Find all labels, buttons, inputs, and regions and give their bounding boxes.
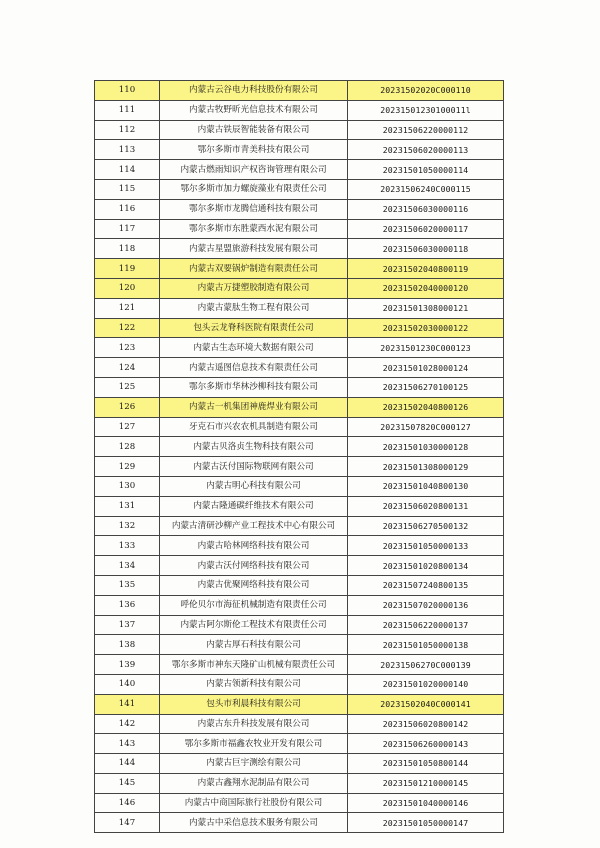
row-number: 120	[95, 278, 160, 298]
row-number: 126	[95, 397, 160, 417]
table-row	[95, 81, 504, 101]
registration-code: 20231506220000112	[348, 120, 504, 140]
table-row	[95, 496, 504, 516]
company-name: 内蒙古东升科技发展有限公司	[160, 714, 348, 734]
table-row	[95, 714, 504, 734]
registration-code: 20231506030000118	[348, 239, 504, 259]
company-name: 内蒙古巨宇测绘有限公司	[160, 754, 348, 774]
company-name: 鄂尔多斯市青美科技有限公司	[160, 140, 348, 160]
company-name: 鄂尔多斯市神东天隆矿山机械有限责任公司	[160, 655, 348, 675]
registration-code: 20231506260000143	[348, 734, 504, 754]
row-number: 140	[95, 674, 160, 694]
registration-code: 20231501050000147	[348, 813, 504, 833]
company-name: 包头云龙脊科医院有限责任公司	[160, 318, 348, 338]
company-name: 内蒙古中商国际旅行社股份有限公司	[160, 793, 348, 813]
row-number: 141	[95, 694, 160, 714]
table-row	[95, 140, 504, 160]
row-number: 138	[95, 635, 160, 655]
table-row	[95, 120, 504, 140]
registration-code: 20231501040800130	[348, 476, 504, 496]
table-row	[95, 536, 504, 556]
company-name: 鄂尔多斯市加力螺旋藻业有限责任公司	[160, 179, 348, 199]
table-row	[95, 635, 504, 655]
row-number: 130	[95, 476, 160, 496]
row-number: 112	[95, 120, 160, 140]
registration-code: 20231502020C000110	[348, 81, 504, 101]
registration-code: 20231501230100011l	[348, 100, 504, 120]
company-name: 内蒙古阿尔斯伦工程技术有限责任公司	[160, 615, 348, 635]
table-row	[95, 298, 504, 318]
row-number: 132	[95, 516, 160, 536]
registration-code: 20231507240800135	[348, 575, 504, 595]
row-number: 119	[95, 259, 160, 279]
registration-code: 20231507820C000127	[348, 417, 504, 437]
table-body	[95, 81, 504, 833]
registration-code: 20231502040800126	[348, 397, 504, 417]
row-number: 116	[95, 199, 160, 219]
row-number: 135	[95, 575, 160, 595]
row-number: 122	[95, 318, 160, 338]
row-number: 123	[95, 338, 160, 358]
row-number: 113	[95, 140, 160, 160]
registration-code: 20231502040C000141	[348, 694, 504, 714]
company-name: 内蒙古一机集团神鹿焊业有限公司	[160, 397, 348, 417]
registration-code: 20231506270C000139	[348, 655, 504, 675]
company-name: 内蒙古中采信息技术服务有限公司	[160, 813, 348, 833]
registration-code: 20231501020800134	[348, 556, 504, 576]
registration-code: 20231506020000117	[348, 219, 504, 239]
table-row	[95, 219, 504, 239]
company-name: 内蒙古优聚网络科技有限公司	[160, 575, 348, 595]
table-row	[95, 655, 504, 675]
row-number: 129	[95, 457, 160, 477]
registration-code: 20231501050000138	[348, 635, 504, 655]
row-number: 127	[95, 417, 160, 437]
registration-code: 20231501210000145	[348, 773, 504, 793]
table-row	[95, 199, 504, 219]
company-name: 内蒙古铁辰智能装备有限公司	[160, 120, 348, 140]
row-number: 139	[95, 655, 160, 675]
registration-code: 20231501050800144	[348, 754, 504, 774]
registration-code: 20231501020000140	[348, 674, 504, 694]
row-number: 143	[95, 734, 160, 754]
table-row	[95, 278, 504, 298]
registration-code: 20231506020000113	[348, 140, 504, 160]
company-name: 内蒙古遥图信息技术有限责任公司	[160, 358, 348, 378]
registration-code: 20231502040000120	[348, 278, 504, 298]
registration-code: 20231506020800142	[348, 714, 504, 734]
company-name: 包头市利晨科技有限公司	[160, 694, 348, 714]
table-row	[95, 259, 504, 279]
row-number: 137	[95, 615, 160, 635]
table-row	[95, 595, 504, 615]
row-number: 125	[95, 377, 160, 397]
row-number: 117	[95, 219, 160, 239]
row-number: 147	[95, 813, 160, 833]
table-row	[95, 575, 504, 595]
table-row	[95, 813, 504, 833]
table-row	[95, 437, 504, 457]
table-row	[95, 100, 504, 120]
row-number: 131	[95, 496, 160, 516]
row-number: 114	[95, 160, 160, 180]
row-number: 144	[95, 754, 160, 774]
registration-code: 20231501308000121	[348, 298, 504, 318]
registration-code: 20231501030000128	[348, 437, 504, 457]
company-name: 内蒙古沃付国际物联网有限公司	[160, 457, 348, 477]
table-row	[95, 160, 504, 180]
document-page	[94, 80, 502, 833]
company-name: 内蒙古双要锅炉制造有限责任公司	[160, 259, 348, 279]
company-name: 内蒙古星盟旅游科技发展有限公司	[160, 239, 348, 259]
row-number: 133	[95, 536, 160, 556]
company-name: 牙克石市兴农农机具制造有限公司	[160, 417, 348, 437]
company-name: 内蒙古云谷电力科技股份有限公司	[160, 81, 348, 101]
table-row	[95, 397, 504, 417]
table-row	[95, 674, 504, 694]
registration-code: 20231506240C000115	[348, 179, 504, 199]
company-name: 内蒙古厚石科技有限公司	[160, 635, 348, 655]
registration-code: 20231506030000116	[348, 199, 504, 219]
company-name: 内蒙古沃付网络科技有限公司	[160, 556, 348, 576]
registration-code: 20231506220000137	[348, 615, 504, 635]
registration-code: 20231501040000146	[348, 793, 504, 813]
company-name: 鄂尔多斯市福鑫农牧业开发有限公司	[160, 734, 348, 754]
company-name: 鄂尔多斯市东胜蒙西水泥有限公司	[160, 219, 348, 239]
company-name: 内蒙古隆通碳纤维技术有限公司	[160, 496, 348, 516]
row-number: 115	[95, 179, 160, 199]
company-name: 内蒙古鑫翔水泥制品有限公司	[160, 773, 348, 793]
row-number: 124	[95, 358, 160, 378]
row-number: 128	[95, 437, 160, 457]
registration-code: 20231501028000124	[348, 358, 504, 378]
table-row	[95, 476, 504, 496]
table-row	[95, 358, 504, 378]
table-row	[95, 694, 504, 714]
registration-code: 20231506270100125	[348, 377, 504, 397]
company-name: 内蒙古牧野昕光信息技术有限公司	[160, 100, 348, 120]
table-row	[95, 793, 504, 813]
row-number: 110	[95, 81, 160, 101]
row-number: 142	[95, 714, 160, 734]
table-row	[95, 179, 504, 199]
company-name: 内蒙古领新科技有限公司	[160, 674, 348, 694]
table-row	[95, 556, 504, 576]
table-row	[95, 457, 504, 477]
company-name: 内蒙古燃雨知识产权咨询管理有限公司	[160, 160, 348, 180]
row-number: 111	[95, 100, 160, 120]
company-table	[94, 80, 504, 833]
table-row	[95, 417, 504, 437]
company-name: 内蒙古明心科技有限公司	[160, 476, 348, 496]
company-name: 内蒙古生态环境大数据有限公司	[160, 338, 348, 358]
row-number: 146	[95, 793, 160, 813]
company-name: 鄂尔多斯市华林沙柳科技有限公司	[160, 377, 348, 397]
registration-code: 20231501050000114	[348, 160, 504, 180]
row-number: 118	[95, 239, 160, 259]
table-row	[95, 377, 504, 397]
company-name: 内蒙古贝洛贞生物科技有限公司	[160, 437, 348, 457]
company-name: 鄂尔多斯市龙腾信通科技有限公司	[160, 199, 348, 219]
company-name: 内蒙古清研沙柳产业工程技术中心有限公司	[160, 516, 348, 536]
table-row	[95, 754, 504, 774]
table-row	[95, 318, 504, 338]
registration-code: 20231502030000122	[348, 318, 504, 338]
row-number: 134	[95, 556, 160, 576]
table-row	[95, 615, 504, 635]
table-row	[95, 338, 504, 358]
table-row	[95, 239, 504, 259]
table-row	[95, 516, 504, 536]
registration-code: 20231506020800131	[348, 496, 504, 516]
registration-code: 20231501230C000123	[348, 338, 504, 358]
company-name: 内蒙古万捷塑胶制造有限公司	[160, 278, 348, 298]
company-name: 内蒙古蒙肽生物工程有限公司	[160, 298, 348, 318]
registration-code: 20231507020000136	[348, 595, 504, 615]
registration-code: 20231506270500132	[348, 516, 504, 536]
row-number: 136	[95, 595, 160, 615]
row-number: 121	[95, 298, 160, 318]
table-row	[95, 773, 504, 793]
company-name: 内蒙古哈林网络科技有限公司	[160, 536, 348, 556]
table-row	[95, 734, 504, 754]
registration-code: 20231501308000129	[348, 457, 504, 477]
registration-code: 20231501050000133	[348, 536, 504, 556]
row-number: 145	[95, 773, 160, 793]
company-name: 呼伦贝尔市海征机械制造有限责任公司	[160, 595, 348, 615]
registration-code: 20231502040800119	[348, 259, 504, 279]
